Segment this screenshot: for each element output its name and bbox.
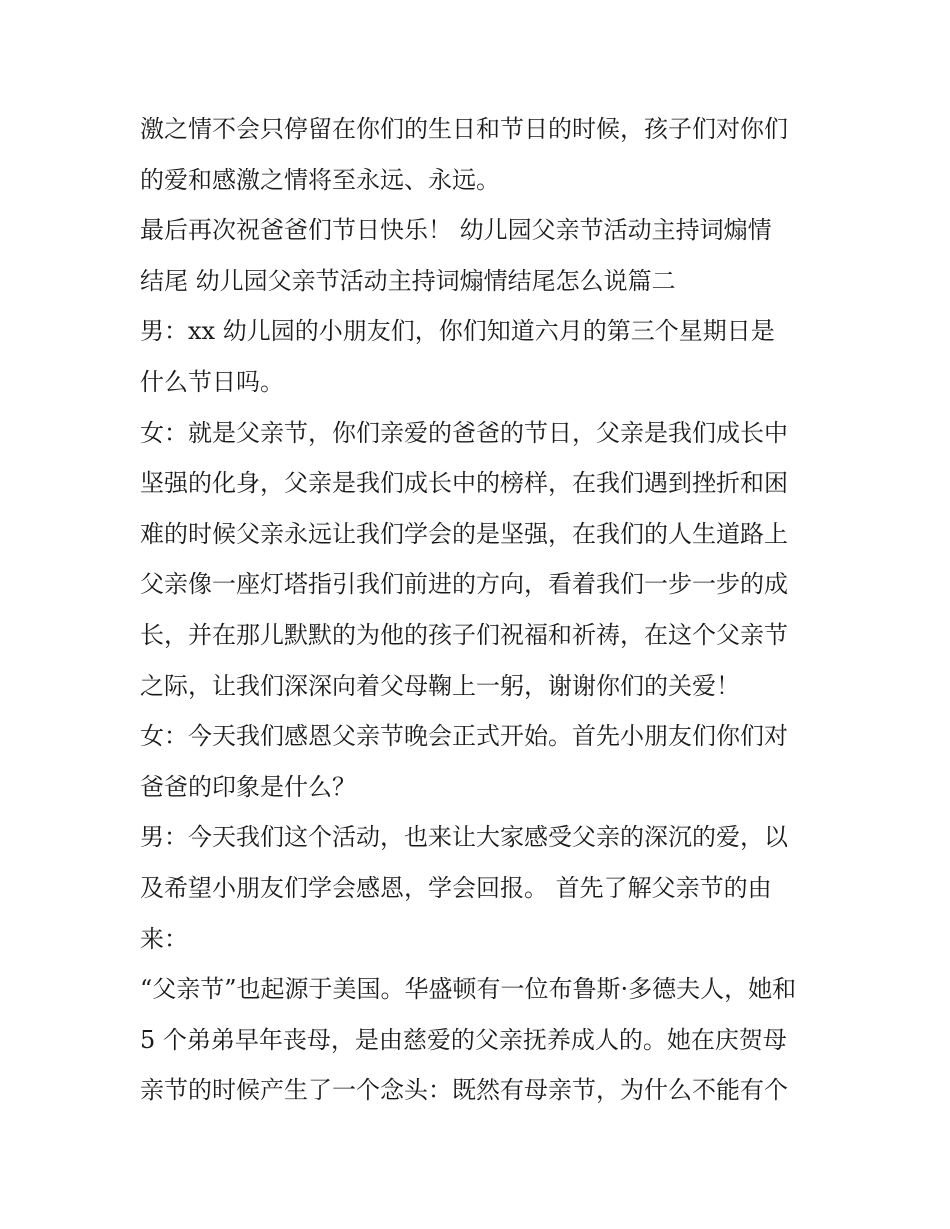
text-line: 的爱和感激之情将至永远、永远。 xyxy=(140,165,500,194)
text-line: 爸爸的印象是什么？ xyxy=(140,772,356,801)
text-line: 及希望小朋友们学会感恩，学会回报。 首先了解父亲节的由 xyxy=(140,873,772,902)
text-line: 5 个弟弟早年丧母，是由慈爱的父亲抚养成人的。她在庆贺母 xyxy=(140,1025,787,1054)
text-line: 之际，让我们深深向着父母鞠上一躬，谢谢你们的关爱！ xyxy=(140,671,740,700)
document-body xyxy=(140,104,820,1116)
text-line: 亲节的时候产生了一个念头：既然有母亲节，为什么不能有个 xyxy=(140,1076,788,1105)
text-line: 激之情不会只停留在你们的生日和节日的时候，孩子们对你们 xyxy=(140,115,788,143)
text-line: 什么节日吗。 xyxy=(140,367,284,396)
text-line: 男：xx 幼儿园的小朋友们，你们知道六月的第三个星期日是 xyxy=(140,317,775,346)
text-line: 结尾 幼儿园父亲节活动主持词煽情结尾怎么说篇二 xyxy=(140,266,676,295)
text-line: 女：就是父亲节，你们亲爱的爸爸的节日，父亲是我们成长中 xyxy=(140,418,788,447)
text-line: 父亲像一座灯塔指引我们前进的方向，看着我们一步一步的成 xyxy=(140,570,788,599)
text-line: 长，并在那儿默默的为他的孩子们祝福和祈祷，在这个父亲节 xyxy=(140,620,788,649)
text-line: “父亲节”也起源于美国。华盛顿有一位布鲁斯·多德夫人，她和 xyxy=(140,975,797,1004)
text-line: 难的时候父亲永远让我们学会的是坚强，在我们的人生道路上 xyxy=(140,519,788,548)
text-line: 坚强的化身，父亲是我们成长中的榜样，在我们遇到挫折和困 xyxy=(140,469,788,498)
text-line: 男：今天我们这个活动，也来让大家感受父亲的深沉的爱，以 xyxy=(140,823,788,852)
text-line: 来： xyxy=(140,924,188,953)
text-line: 女：今天我们感恩父亲节晚会正式开始。首先小朋友们你们对 xyxy=(140,722,788,751)
text-line: 最后再次祝爸爸们节日快乐！ 幼儿园父亲节活动主持词煽情 xyxy=(140,216,772,245)
